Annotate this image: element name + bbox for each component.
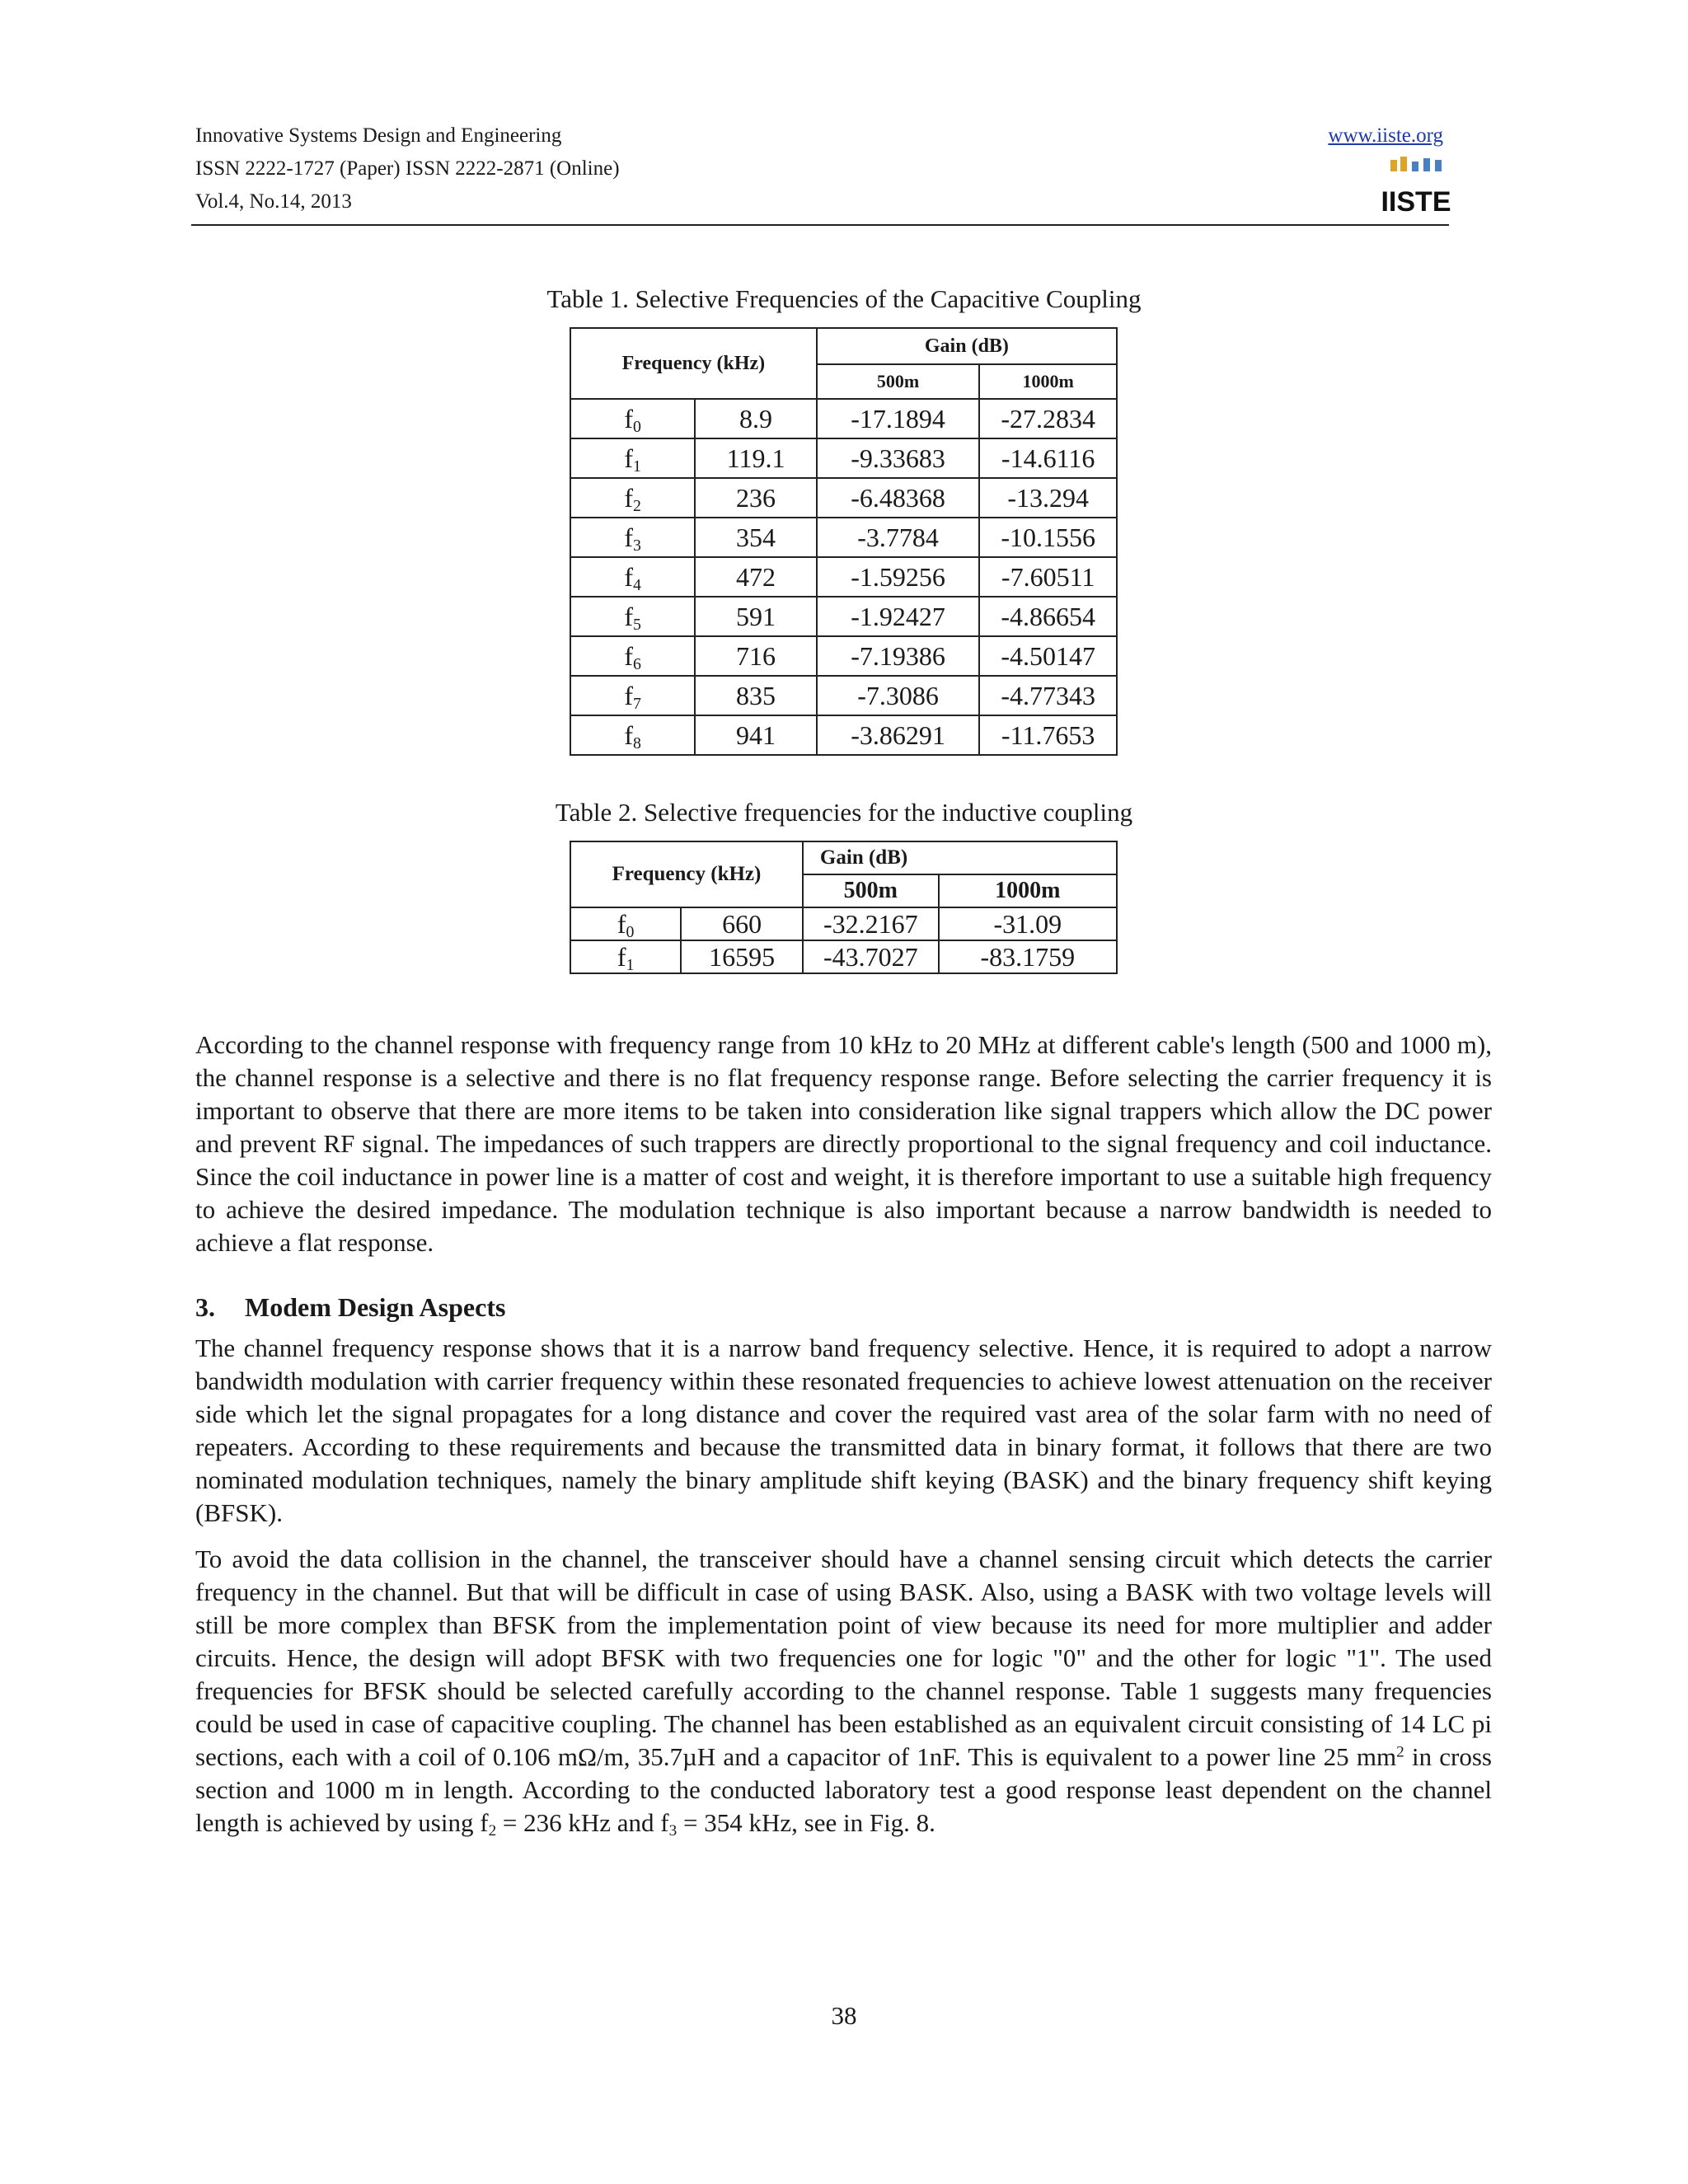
table-row bbox=[570, 478, 1117, 518]
table2-frequency-header: Frequency (kHz) bbox=[570, 841, 803, 907]
gain-500m: -7.19386 bbox=[817, 636, 979, 676]
table2-1000m-header: 1000m bbox=[939, 874, 1117, 907]
table-row bbox=[570, 438, 1117, 478]
table-row bbox=[570, 597, 1117, 636]
frequency-value: 472 bbox=[695, 557, 817, 597]
gain-500m: -43.7027 bbox=[803, 940, 939, 973]
iiste-logo bbox=[1381, 157, 1451, 218]
journal-url-link[interactable]: www.iiste.org bbox=[1328, 124, 1443, 147]
gain-500m: -32.2167 bbox=[803, 907, 939, 940]
table1-caption: Table 1. Selective Frequencies of the Capacitive Coupling bbox=[546, 284, 1142, 313]
header-divider bbox=[191, 224, 1449, 226]
table2-caption: Table 2. Selective frequencies for the inductive coupling bbox=[555, 798, 1133, 827]
frequency-value: 354 bbox=[695, 518, 817, 557]
frequency-value: 835 bbox=[695, 676, 817, 715]
gain-500m: -17.1894 bbox=[817, 399, 979, 438]
gain-500m: -3.86291 bbox=[817, 715, 979, 755]
frequency-symbol: $f_7$ bbox=[570, 676, 695, 715]
table2-500m-header: 500m bbox=[803, 874, 939, 907]
gain-1000m: -4.50147 bbox=[979, 636, 1117, 676]
p3-sup: 2 bbox=[1396, 1743, 1404, 1761]
table1-capacitive-frequencies bbox=[570, 327, 1118, 756]
paragraph-bfsk bbox=[195, 1543, 1492, 1840]
table1-1000m-header: 1000m bbox=[979, 364, 1117, 399]
page-header bbox=[195, 124, 1451, 226]
p3-text-b: in cross section and 1000 m in length. According to the conducted laboratory test a good response least dependent on the channel length is achieved by using f bbox=[195, 1742, 1492, 1837]
frequency-symbol: $f_8$ bbox=[570, 715, 695, 755]
table1-frequency-header: Frequency (kHz) bbox=[570, 328, 817, 399]
paragraph-modulation: The channel frequency response shows that it is a narrow band frequency selective. Hence, it is required to adopt a narrow bandwidth modulation with carrier frequency within these resonated frequencies to achieve lowest attenuation on the receiver side which let the signal propagates for a long distance and cover the required vast area of the solar farm with no need of repeaters. According to these requirements and because the transmitted data in binary format, it follows that there are two nominated modulation techniques, namely the binary amplitude shift keying (BASK) and the binary frequency shift keying (BFSK). bbox=[195, 1333, 1492, 1527]
frequency-symbol: $f_5$ bbox=[570, 597, 695, 636]
table-row bbox=[570, 940, 1117, 973]
frequency-symbol: $f_1$ bbox=[570, 940, 681, 973]
table1-500m-header: 500m bbox=[817, 364, 979, 399]
table-row bbox=[570, 399, 1117, 438]
gain-1000m: -13.294 bbox=[979, 478, 1117, 518]
frequency-symbol: $f_0$ bbox=[570, 399, 695, 438]
p3-text-d: = 354 kHz, see in Fig. 8. bbox=[677, 1808, 935, 1837]
p3-text-a: To avoid the data collision in the channel, the transceiver should have a channel sensing circuit which detects the carrier frequency in the channel. But that will be difficult in case of using BASK. Also, using a BASK with two voltage levels will still be more complex than BFSK from the implementation point of view because its need for more multiplier and adder circuits. Hence, the design will adopt BFSK with two frequencies one for logic "0" and the other for logic "1". The used frequencies for BFSK should be selected carefully according to the channel response. Table 1 suggests many frequencies could be used in case of capacitive coupling. The channel has been established as an equivalent circuit consisting of 14 LC pi sections, each with a coil of 0.106 mΩ/m, 35.7µH and a capacitor of 1nF. This is equivalent to a power line 25 mm bbox=[195, 1544, 1492, 1771]
frequency-value: 716 bbox=[695, 636, 817, 676]
table1-gain-header: Gain (dB) bbox=[817, 328, 1117, 364]
gain-1000m: -27.2834 bbox=[979, 399, 1117, 438]
page-number: 38 bbox=[831, 2001, 857, 2030]
frequency-value: 119.1 bbox=[695, 438, 817, 478]
gain-1000m: -83.1759 bbox=[939, 940, 1117, 973]
gain-500m: -1.59256 bbox=[817, 557, 979, 597]
frequency-value: 236 bbox=[695, 478, 817, 518]
frequency-value: 16595 bbox=[681, 940, 803, 973]
frequency-symbol: $f_4$ bbox=[570, 557, 695, 597]
issn-line: ISSN 2222-1727 (Paper) ISSN 2222-2871 (Online) bbox=[195, 157, 620, 180]
frequency-value: 660 bbox=[681, 907, 803, 940]
gain-500m: -1.92427 bbox=[817, 597, 979, 636]
table-row bbox=[570, 715, 1117, 755]
frequency-value: 941 bbox=[695, 715, 817, 755]
section-heading bbox=[195, 1291, 505, 1324]
table-row bbox=[570, 557, 1117, 597]
frequency-symbol: $f_0$ bbox=[570, 907, 681, 940]
frequency-symbol: $f_1$ bbox=[570, 438, 695, 478]
table-row bbox=[570, 907, 1117, 940]
section-number: 3. bbox=[195, 1292, 215, 1322]
table2-inductive-frequencies bbox=[570, 841, 1118, 974]
frequency-symbol: $f_2$ bbox=[570, 478, 695, 518]
table2-gain-header: Gain (dB) bbox=[803, 841, 1117, 874]
p3-text-c: = 236 kHz and f bbox=[496, 1808, 669, 1837]
gain-1000m: -14.6116 bbox=[979, 438, 1117, 478]
volume-line: Vol.4, No.14, 2013 bbox=[195, 190, 352, 213]
svg-text:IISTE: IISTE bbox=[1381, 186, 1451, 218]
gain-500m: -9.33683 bbox=[817, 438, 979, 478]
table-row bbox=[570, 636, 1117, 676]
frequency-symbol: $f_3$ bbox=[570, 518, 695, 557]
gain-1000m: -7.60511 bbox=[979, 557, 1117, 597]
p3-sub2: 3 bbox=[668, 1821, 678, 1840]
p3-sub1: 2 bbox=[488, 1821, 497, 1840]
gain-1000m: -31.09 bbox=[939, 907, 1117, 940]
frequency-value: 8.9 bbox=[695, 399, 817, 438]
table-row bbox=[570, 518, 1117, 557]
journal-name: Innovative Systems Design and Engineering bbox=[195, 124, 562, 147]
section-title: Modem Design Aspects bbox=[245, 1292, 506, 1322]
gain-1000m: -11.7653 bbox=[979, 715, 1117, 755]
gain-1000m: -4.86654 bbox=[979, 597, 1117, 636]
gain-500m: -7.3086 bbox=[817, 676, 979, 715]
paragraph-channel-response: According to the channel response with frequency range from 10 kHz to 20 MHz at different cable's length (500 and 1000 m), the channel response is a selective and there is no flat frequency response range. Before selecting the carrier frequency it is important to observe that there are more items to be taken into consideration like signal trappers which allow the DC power and prevent RF signal. The impedances of such trappers are directly proportional to the signal frequency and coil inductance. Since the coil inductance in power line is a matter of cost and weight, it is therefore important to use a suitable high frequency to achieve the desired impedance. The modulation technique is also important because a narrow bandwidth is needed to achieve a flat response. bbox=[195, 1030, 1492, 1257]
frequency-symbol: $f_6$ bbox=[570, 636, 695, 676]
gain-500m: -6.48368 bbox=[817, 478, 979, 518]
gain-500m: -3.7784 bbox=[817, 518, 979, 557]
table-row bbox=[570, 676, 1117, 715]
gain-1000m: -4.77343 bbox=[979, 676, 1117, 715]
frequency-value: 591 bbox=[695, 597, 817, 636]
gain-1000m: -10.1556 bbox=[979, 518, 1117, 557]
